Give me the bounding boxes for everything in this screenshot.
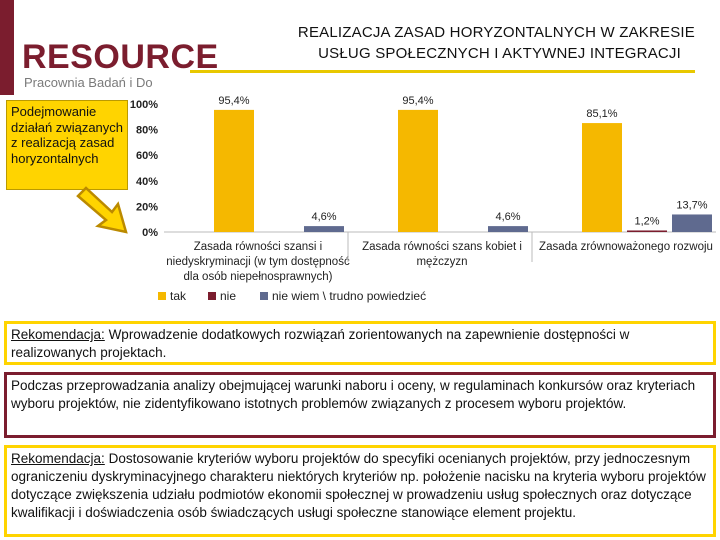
y-tick-label: 60% bbox=[135, 150, 158, 163]
bar-tak-2 bbox=[582, 123, 622, 232]
recommendation-1 bbox=[4, 321, 716, 365]
bar-nie-1 bbox=[488, 226, 528, 232]
bar-nie-2 bbox=[672, 214, 712, 232]
category-label: mężczyzn bbox=[416, 256, 468, 268]
recommendation-1-label: Rekomendacja: bbox=[11, 327, 105, 342]
data-label: 4,6% bbox=[495, 211, 521, 224]
bar-nie-2 bbox=[627, 230, 667, 232]
category-label: Zasada równości szansi i bbox=[193, 241, 323, 253]
legend-swatch-2 bbox=[260, 292, 268, 300]
legend-label-1: nie bbox=[220, 289, 237, 303]
recommendation-2-label: Rekomendacja: bbox=[11, 451, 105, 466]
page-title bbox=[190, 8, 695, 73]
bar-tak-1 bbox=[398, 110, 438, 232]
category-label: Zasada równości szans kobiet i bbox=[362, 241, 522, 253]
bar-tak-0 bbox=[214, 110, 254, 232]
data-label: 95,4% bbox=[402, 94, 434, 107]
data-label: 4,6% bbox=[311, 211, 337, 224]
recommendation-2 bbox=[4, 445, 716, 537]
y-tick-label: 40% bbox=[135, 175, 158, 188]
category-label: Zasada zrównoważonego rozwoju bbox=[539, 241, 713, 253]
callout-box: Podejmowanie działań związanych z realizacją zasad horyzontalnych bbox=[6, 100, 128, 190]
y-tick-label: 100% bbox=[129, 99, 158, 111]
logo-bar bbox=[0, 0, 14, 95]
bar-chart bbox=[128, 90, 718, 312]
recommendation-1-text: Wprowadzenie dodatkowych rozwiązań zorientowanych na zapewnienie dostępności w realizowanych projektach. bbox=[11, 327, 630, 360]
title-line-2: USŁUG SPOŁECZNYCH I AKTYWNEJ INTEGRACJI bbox=[318, 45, 681, 62]
data-label: 95,4% bbox=[218, 94, 250, 107]
y-tick-label: 80% bbox=[135, 124, 158, 137]
data-label: 85,1% bbox=[586, 108, 618, 121]
data-label: 13,7% bbox=[676, 199, 708, 212]
category-label: dla osób niepełnosprawnych) bbox=[183, 271, 333, 283]
logo-subtitle: Pracownia Badań i Do bbox=[24, 75, 153, 90]
legend-label-2: nie wiem \ trudno powiedzieć bbox=[272, 289, 427, 303]
logo bbox=[0, 0, 219, 95]
legend-label-0: tak bbox=[170, 289, 187, 303]
title-line-1: REALIZACJA ZASAD HORYZONTALNYCH W ZAKRESIE bbox=[297, 24, 695, 41]
recommendation-2-text: Dostosowanie kryteriów wyboru projektów do specyfiki ocenianych projektów, przy jednoczesnym ograniczeniu dyskryminacyjnego charakteru niektórych kryteriów np. położenie nacisku na kryteria wyboru projektów dotyczące zwiększenia udziału podmiotów ekonomii społecznej w prowadzeniu usług społecznych oraz dotyczące kwalifikacji i doświadczenia osób świadczących usługi społeczne stanowiące element projektu. bbox=[11, 451, 706, 520]
category-label: niedyskryminacji (w tym dostępność bbox=[166, 256, 350, 268]
arrow-icon bbox=[76, 186, 136, 236]
finding-box bbox=[4, 372, 716, 438]
data-label: 1,2% bbox=[634, 215, 660, 228]
bar-nie-0 bbox=[304, 226, 344, 232]
y-tick-label: 20% bbox=[135, 201, 158, 214]
finding-text: Podczas przeprowadzania analizy obejmującej warunki naboru i oceny, w regulaminach konkursów oraz kryteriach wyboru projektów, nie zidentyfikowano istotnych problemów związanych z procesem wyboru projektów. bbox=[11, 378, 696, 411]
logo-main-text: RESOURCE bbox=[22, 38, 219, 76]
legend-swatch-1 bbox=[208, 292, 216, 300]
y-tick-label: 0% bbox=[142, 227, 158, 239]
legend-swatch-0 bbox=[158, 292, 166, 300]
